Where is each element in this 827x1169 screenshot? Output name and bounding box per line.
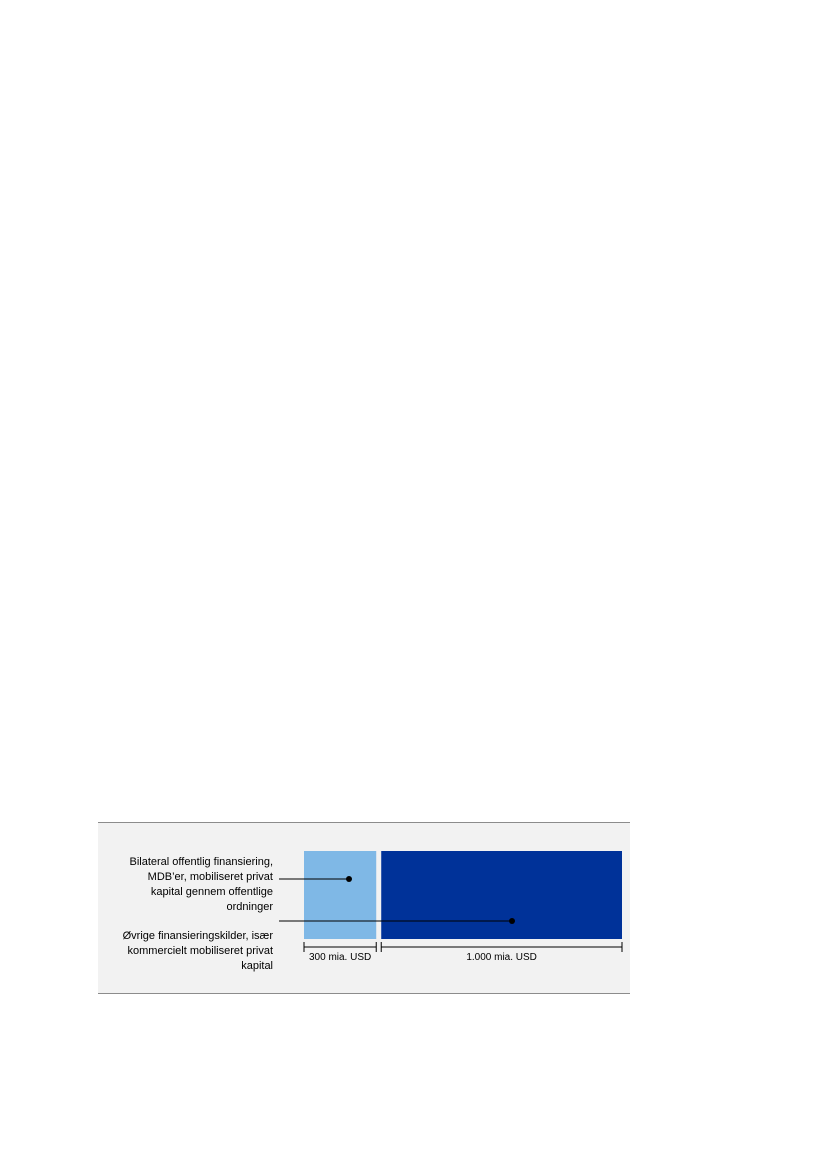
segment-label-public-line-1: Bilateral offentlig finansiering, [129, 856, 273, 868]
value-label-2: 1.000 mia. USD [466, 952, 537, 963]
segment-label-other-line-2: kommercielt mobiliseret privat [127, 945, 273, 957]
leader-dot-1 [346, 876, 352, 882]
segment-label-other-line-3: kapital [241, 960, 273, 972]
bar-segment-1 [304, 851, 376, 939]
value-label-1: 300 mia. USD [308, 952, 372, 963]
leader-dot-2 [509, 918, 515, 924]
bar-segment-2 [381, 851, 622, 939]
segment-label-public-line-4: ordninger [226, 901, 273, 913]
segment-label-public-line-3: kapital gennem offentlige [150, 886, 273, 898]
segment-label-public-line-2: MDB’er, mobiliseret privat [147, 871, 273, 883]
segment-label-other-line-1: Øvrige finansieringskilder, især [122, 930, 273, 942]
